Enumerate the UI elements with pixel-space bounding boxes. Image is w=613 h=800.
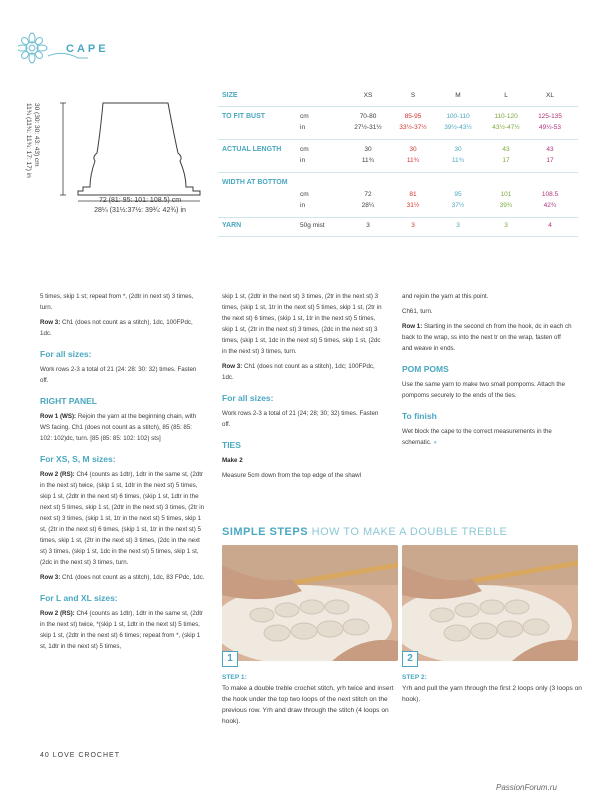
step1-number-badge: 1 — [222, 651, 238, 667]
text-column-3 — [402, 291, 572, 452]
subheading: For L and XL sizes: — [40, 593, 118, 603]
value-cell: 81 — [409, 191, 417, 198]
subheading: POM POMS — [402, 364, 449, 374]
paragraph-text: Wet block the cape to the correct measurements in the schematic. — [402, 428, 552, 446]
value-cell: 27½-31½ — [354, 124, 382, 131]
length-cm-label: 30 (30: 30: 43: 43) cm — [33, 103, 40, 167]
value-cell: 3 — [366, 222, 370, 229]
size-label: SIZE — [222, 92, 238, 99]
steps-title-main: SIMPLE STEPS — [222, 526, 309, 538]
yarn-label: YARN — [222, 222, 242, 229]
paragraph-text: Ch4 (counts as 1dtr), 1dtr in the same st, (2dtr in the next st) twice, (skip 1 st, 1dtr in the next st) 5 times, skip 1 st, (2dtr in the next st) 6 times, (skip 1 st, 1dtr in the next st) 5 times, skip 1 st, (2dtr in the next st) 3 times, (2tr in next st) 3 times, (skip 1 st, 1tr in the next st) 5 times, skip 1 st, (2tr in the next st) 6 times, (skip 1 st, 1tr in the next st) 5 times, skip 1 st, (2tr in the next st) 3 times, (2dc in the next st) 3 times, (skip 1 st, 1dc in the next st) 5 times, skip 1 st, (2dc in the next st) 3 times, turn. — [40, 471, 205, 566]
paragraph: Ch61, turn. — [402, 308, 433, 315]
size-table — [218, 92, 578, 237]
step2-photo — [402, 545, 578, 661]
size-header-row — [218, 92, 578, 107]
row-label: Row 2 (RS): — [40, 610, 75, 617]
value-cell: 11¾ — [361, 157, 375, 164]
value-cell: 33½-37½ — [399, 124, 427, 131]
value-cell: 11¾ — [451, 157, 465, 164]
step2-number-badge: 2 — [402, 651, 418, 667]
subheading: For all sizes: — [40, 349, 92, 359]
value-cell: 39¾ — [499, 202, 513, 209]
page-footer — [40, 752, 120, 759]
value-cell: 125-135 — [538, 113, 562, 120]
text-column-2 — [222, 291, 387, 485]
value-cell: 42¾ — [543, 202, 557, 209]
width-in-label: 28¼ (31½:37½: 39¾: 42¾) in — [94, 207, 186, 214]
subheading: For all sizes: — [222, 393, 274, 403]
value-cell: 4 — [548, 222, 552, 229]
row-label: Row 2 (RS): — [40, 471, 75, 478]
step2-heading: STEP 2: — [402, 674, 427, 681]
value-cell: 30 — [454, 146, 462, 153]
steps-title-sub: HOW TO MAKE A DOUBLE TREBLE — [311, 526, 508, 538]
paragraph: Measure 5cm down from the top edge of the shawl — [222, 472, 361, 479]
value-cell: 17 — [546, 157, 554, 164]
value-cell: 72 — [364, 191, 372, 198]
value-cell: 70-80 — [359, 113, 377, 120]
schematic-vertical-labels — [25, 103, 62, 193]
paragraph-text: Ch1 (does not count as a stitch), 1dc, 100FPdc, 1dc. — [40, 319, 193, 337]
width-cm-label: 72 (81: 95: 101: 108.5) cm — [98, 197, 182, 204]
paragraph-text: Rejoin the yarn at the beginning chain, with WS facing. Ch1 (does not count as a stitch), 85 (85: 85: 102: 102)dc, turn. [85 (85: 85: 102: 102) sts] — [40, 413, 197, 442]
value-cell: 43 — [546, 146, 554, 153]
paragraph-text: Ch4 (counts as 1dtr), 1dtr in the same st, (2dtr in the next st) twice, *(skip 1 st, 1dtr in the next st) 5 times, skip 1 st, (2dtr in the next st) 6 times; repeat from *, (skip 1 st, 1dtr in the next st) 5 times, — [40, 610, 203, 650]
schematic-width-labels — [80, 196, 200, 216]
unit-in: in — [300, 124, 306, 131]
value-cell: 39½-43½ — [444, 124, 472, 131]
unit-cm: cm — [300, 146, 309, 153]
value-cell: 100-110 — [446, 113, 470, 120]
value-cell: 108.5 — [541, 191, 559, 198]
paragraph — [222, 361, 387, 383]
unit-in: in — [300, 202, 306, 209]
step1-heading: STEP 1: — [222, 674, 247, 681]
make-label: Make 2 — [222, 457, 243, 464]
size-xs: XS — [363, 92, 373, 99]
paragraph: and rejoin the yarn at this point. — [402, 293, 489, 300]
step2-text: Yrh and pull the yarn through the first 2 loops only (3 loops on hook). — [402, 685, 582, 703]
width-row — [218, 179, 578, 218]
paragraph — [402, 321, 572, 354]
paragraph — [40, 317, 205, 339]
value-cell: 43 — [502, 146, 510, 153]
value-cell: 85-95 — [404, 113, 422, 120]
text-column-1 — [40, 291, 205, 656]
row-label: Row 1 (WS): — [40, 413, 77, 420]
value-cell: 31½ — [406, 202, 420, 209]
paragraph: 5 times, skip 1 st; repeat from *, (2dtr in next st) 3 times, turn. — [40, 293, 194, 311]
subheading: For XS, S, M sizes: — [40, 454, 116, 464]
value-cell: 101 — [500, 191, 512, 198]
yarn-unit: 50g mist — [300, 222, 325, 229]
bust-row — [218, 113, 578, 140]
width-label: WIDTH AT BOTTOM — [222, 179, 288, 186]
length-label: ACTUAL LENGTH — [222, 146, 282, 153]
paragraph-text: Starting in the second ch from the hook, dc in each ch back to the wrap, ss into the next tr on the wrap, fasten off and weave in ends. — [402, 323, 572, 352]
value-cell: 43½-47½ — [492, 124, 520, 131]
row-label: Row 1: — [402, 323, 423, 330]
value-cell: 49½-53 — [538, 124, 562, 131]
paragraph — [222, 455, 387, 466]
value-cell: 3 — [411, 222, 415, 229]
paragraph — [40, 608, 205, 652]
length-in-label: 11¾ (11¾: 11¾: 17: 17) in — [25, 103, 32, 178]
value-cell: 30 — [409, 146, 417, 153]
value-cell: 110-120 — [494, 113, 518, 120]
paragraph — [40, 572, 205, 583]
size-s: S — [410, 92, 416, 99]
subheading: RIGHT PANEL — [40, 396, 97, 406]
paragraph — [40, 469, 205, 568]
page-number: 40 — [40, 752, 50, 759]
value-cell: 17 — [502, 157, 510, 164]
size-xl: XL — [546, 92, 554, 99]
length-row — [218, 146, 578, 173]
paragraph: Work rows 2-3 a total of 21 (24: 28: 30: 32) times. Fasten off. — [40, 366, 197, 384]
bust-label: TO FIT BUST — [222, 113, 266, 120]
paragraph: Work rows 2-3 a total of 21 (24; 28; 30; 32) times. Fasten off. — [222, 410, 379, 428]
unit-cm: cm — [300, 113, 309, 120]
row-label: Row 3: — [40, 319, 61, 326]
value-cell: 3 — [504, 222, 508, 229]
unit-cm: cm — [300, 191, 309, 198]
row-label: Row 3: — [40, 574, 61, 581]
size-l: L — [504, 92, 508, 99]
value-cell: 95 — [454, 191, 462, 198]
paragraph — [402, 426, 572, 448]
step2-caption — [402, 672, 582, 705]
value-cell: 11¾ — [406, 157, 420, 164]
value-cell: 3 — [456, 222, 460, 229]
paragraph-text: Ch1 (does not count as a stitch), 1dc; 100FPdc, 1dc. — [222, 363, 375, 381]
row-label: Row 3: — [222, 363, 243, 370]
value-cell: 37½ — [451, 202, 465, 209]
end-mark-icon: ● — [433, 439, 438, 446]
paragraph: skip 1 st, (2dtr in the next st) 3 times, (2tr in the next st) 3 times, (skip 1 st, 1tr in the next st) 5 times, skip 1 st, (2tr in the next st) 6 times, (skip 1 st, 1tr in the next st) 5 times, skip 1 st, (2tr in the next st) 3 times, (2dc in the next st) 3 times, (skip 1 st, 1dc in the next st) 5 times, skip 1 st, (2dc in the next st) 3 times, turn. — [222, 293, 382, 355]
paragraph: Use the same yarn to make two small pompoms. Attach the pompoms securely to the ends of the ties. — [402, 381, 566, 399]
size-m: M — [455, 92, 461, 99]
paragraph — [40, 411, 205, 444]
subheading: To finish — [402, 411, 437, 421]
steps-title — [222, 526, 507, 538]
watermark: PassionForum.ru — [496, 783, 557, 792]
step1-text: To make a double treble crochet stitch, yrh twice and insert the hook under the top two loops of the next stitch on the previous row. Yrh and draw through the stitch (4 loops on hook). — [222, 685, 394, 725]
section-title: CAPE — [66, 43, 109, 55]
subheading: TIES — [222, 440, 241, 450]
step1-photo — [222, 545, 398, 661]
unit-in: in — [300, 157, 306, 164]
value-cell: 30 — [364, 146, 372, 153]
yarn-row — [218, 222, 578, 237]
value-cell: 28¼ — [361, 202, 375, 209]
step1-caption — [222, 672, 402, 727]
magazine-name: LOVE CROCHET — [52, 752, 120, 759]
paragraph-text: Ch1 (does not count as a stitch), 1dc, 83 FPdc, 1dc. — [60, 574, 205, 581]
